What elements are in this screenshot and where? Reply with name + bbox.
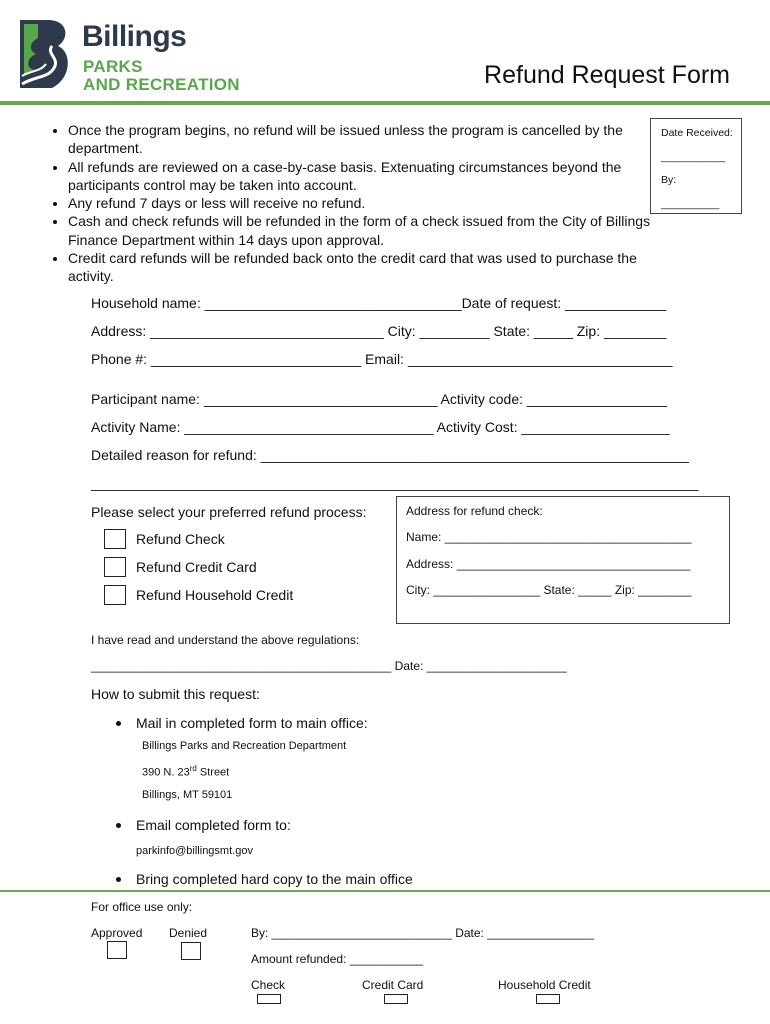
approved-label: Approved xyxy=(91,926,143,940)
refund-name-field[interactable]: Name: _____________________________________ xyxy=(406,530,692,544)
office-household-credit-label: Household Credit xyxy=(498,978,591,992)
office-received-box xyxy=(650,118,742,214)
approved-checkbox[interactable] xyxy=(107,941,127,959)
bullet-dot xyxy=(116,823,121,828)
office-by-date-line[interactable]: By: ___________________________ Date: ________________ xyxy=(251,926,594,940)
amount-refunded-line[interactable]: Amount refunded: ___________ xyxy=(251,952,424,966)
policy-item: • Credit card refunds will be refunded back onto the credit card that was used to purchase the activity. xyxy=(68,249,658,286)
email-address-link[interactable]: parkinfo@billingsmt.gov xyxy=(136,845,253,857)
refund-household-credit-checkbox[interactable] xyxy=(104,585,126,605)
office-credit-card-label: Credit Card xyxy=(362,978,424,992)
office-use-title: For office use only: xyxy=(91,900,193,914)
logo-name: Billings xyxy=(82,20,187,53)
phone-email-field[interactable]: Phone #: ___________________________ Email: __________________________________ xyxy=(91,351,673,367)
bullet-dot xyxy=(116,877,121,882)
policy-list xyxy=(36,121,658,286)
header-rule xyxy=(0,101,770,105)
refund-credit-card-label: Refund Credit Card xyxy=(136,559,257,575)
office-check-label: Check xyxy=(251,978,286,992)
policy-item: • Cash and check refunds will be refunded in the form of a check issued from the City of Billings Finance Department within 14 days upon approval. xyxy=(68,212,658,249)
office-use-rule xyxy=(0,890,770,892)
date-received-line: ___________ xyxy=(661,151,726,163)
acknowledge-text: I have read and understand the above regulations: xyxy=(91,633,360,647)
refund-address-field[interactable]: Address: ___________________________________ xyxy=(406,557,691,571)
date-received-label: Date Received: xyxy=(661,127,733,139)
by-line: __________ xyxy=(661,198,720,210)
office-address-line2: 390 N. 23rd Street xyxy=(142,764,230,779)
reason-field[interactable]: Detailed reason for refund: _______________________________________________________ xyxy=(91,447,689,463)
bullet-dot xyxy=(116,721,121,726)
office-address-line1: Billings Parks and Recreation Department xyxy=(142,740,347,752)
logo-sub-recreation: AND RECREATION xyxy=(83,75,240,94)
participant-field[interactable]: Participant name: ______________________________ Activity code: __________________ xyxy=(91,391,668,407)
by-label: By: xyxy=(661,174,677,186)
office-address-line3: Billings, MT 59101 xyxy=(142,789,233,801)
household-field[interactable]: Household name: _________________________________Date of request: _____________ xyxy=(91,295,667,311)
address-field[interactable]: Address: ______________________________ City: _________ State: _____ Zip: ________ xyxy=(91,323,667,339)
reason-field-line2[interactable]: ______________________________________________________________________________ xyxy=(91,475,699,491)
policy-item: • Any refund 7 days or less will receive no refund. xyxy=(68,194,658,212)
refund-address-title: Address for refund check: xyxy=(406,504,543,518)
logo-sub-parks: PARKS xyxy=(83,57,143,76)
office-credit-card-checkbox[interactable] xyxy=(384,994,408,1004)
office-check-checkbox[interactable] xyxy=(257,994,281,1004)
activity-field[interactable]: Activity Name: ________________________________ Activity Cost: ___________________ xyxy=(91,419,670,435)
policy-item: • All refunds are reviewed on a case-by-case basis. Extenuating circumstances beyond the participants control may be taken into account. xyxy=(68,158,658,195)
refund-city-field[interactable]: City: ________________ State: _____ Zip: ________ xyxy=(406,583,692,597)
refund-check-label: Refund Check xyxy=(136,531,225,547)
page-title: Refund Request Form xyxy=(484,61,730,89)
bring-instruction: Bring completed hard copy to the main office xyxy=(136,871,413,887)
office-household-credit-checkbox[interactable] xyxy=(536,994,560,1004)
billings-logo-mark xyxy=(18,18,72,92)
signature-date-line[interactable]: _____________________________________________ Date: _____________________ xyxy=(91,659,567,673)
policy-item: • Once the program begins, no refund will be issued unless the program is cancelled by the department. xyxy=(68,121,658,158)
mail-instruction: Mail in completed form to main office: xyxy=(136,715,368,731)
refund-check-checkbox[interactable] xyxy=(104,529,126,549)
refund-address-box xyxy=(396,496,730,624)
refund-credit-card-checkbox[interactable] xyxy=(104,557,126,577)
refund-process-prompt: Please select your preferred refund process: xyxy=(91,504,367,520)
refund-household-credit-label: Refund Household Credit xyxy=(136,587,294,603)
submit-heading: How to submit this request: xyxy=(91,686,260,702)
denied-label: Denied xyxy=(169,926,208,940)
email-instruction: Email completed form to: xyxy=(136,817,291,833)
denied-checkbox[interactable] xyxy=(181,942,201,960)
